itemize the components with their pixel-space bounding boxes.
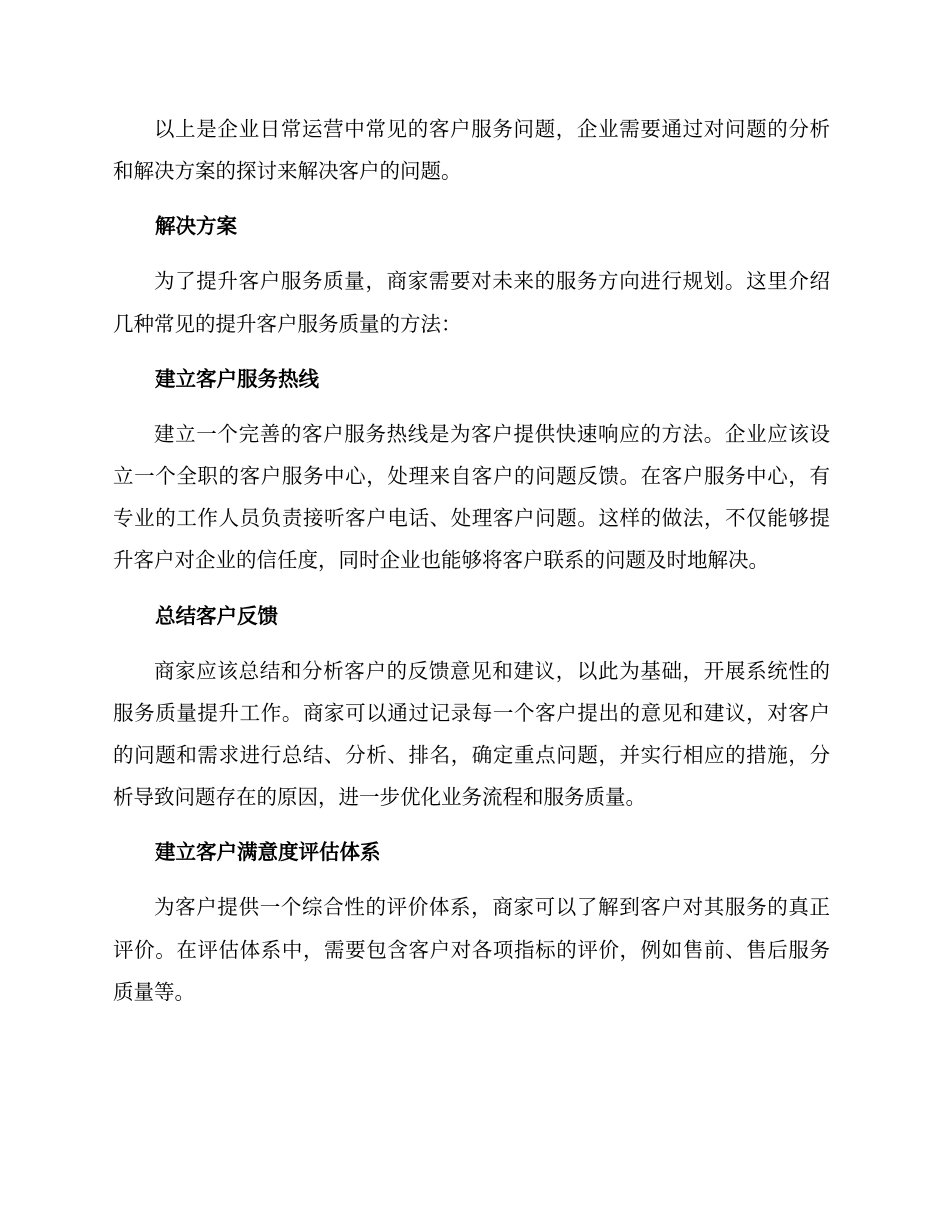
spacer bbox=[113, 345, 830, 358]
document-page bbox=[113, 108, 830, 1013]
solutions-paragraph: 为了提升客户服务质量，商家需要对未来的服务方向进行规划。这里介绍几种常见的提升客户服务质量的方法： bbox=[113, 269, 830, 336]
section-heading-satisfaction: 建立客户满意度评估体系 bbox=[155, 840, 381, 865]
spacer bbox=[113, 818, 830, 831]
spacer bbox=[113, 400, 830, 413]
hotline-paragraph: 建立一个完善的客户服务热线是为客户提供快速响应的方法。企业应该设立一个全职的客户服务中心，处理来自客户的问题反馈。在客户服务中心，有专业的工作人员负责接听客户电话、处理客户问题。这样的做法，不仅能够提升客户对企业的信任度，同时企业也能够将客户联系的问题及时地解决。 bbox=[113, 421, 830, 573]
intro-paragraph: 以上是企业日常运营中常见的客户服务问题，企业需要通过对问题的分析和解决方案的探讨来解决客户的问题。 bbox=[113, 117, 830, 184]
spacer bbox=[113, 192, 830, 205]
spacer bbox=[113, 873, 830, 886]
satisfaction-paragraph: 为客户提供一个综合性的评价体系，商家可以了解到客户对其服务的真正评价。在评估体系中，需要包含客户对各项指标的评价，例如售前、售后服务质量等。 bbox=[113, 895, 830, 1004]
section-heading-hotline: 建立客户服务热线 bbox=[155, 366, 319, 391]
spacer bbox=[113, 247, 830, 260]
section-heading-feedback: 总结客户反馈 bbox=[155, 603, 278, 628]
spacer bbox=[113, 582, 830, 595]
section-heading-solutions: 解决方案 bbox=[155, 214, 237, 239]
feedback-paragraph: 商家应该总结和分析客户的反馈意见和建议，以此为基础，开展系统性的服务质量提升工作。商家可以通过记录每一个客户提出的意见和建议，对客户的问题和需求进行总结、分析、排名，确定重点问题，并实行相应的措施，分析导致问题存在的原因，进一步优化业务流程和服务质量。 bbox=[113, 658, 830, 810]
spacer bbox=[113, 637, 830, 650]
